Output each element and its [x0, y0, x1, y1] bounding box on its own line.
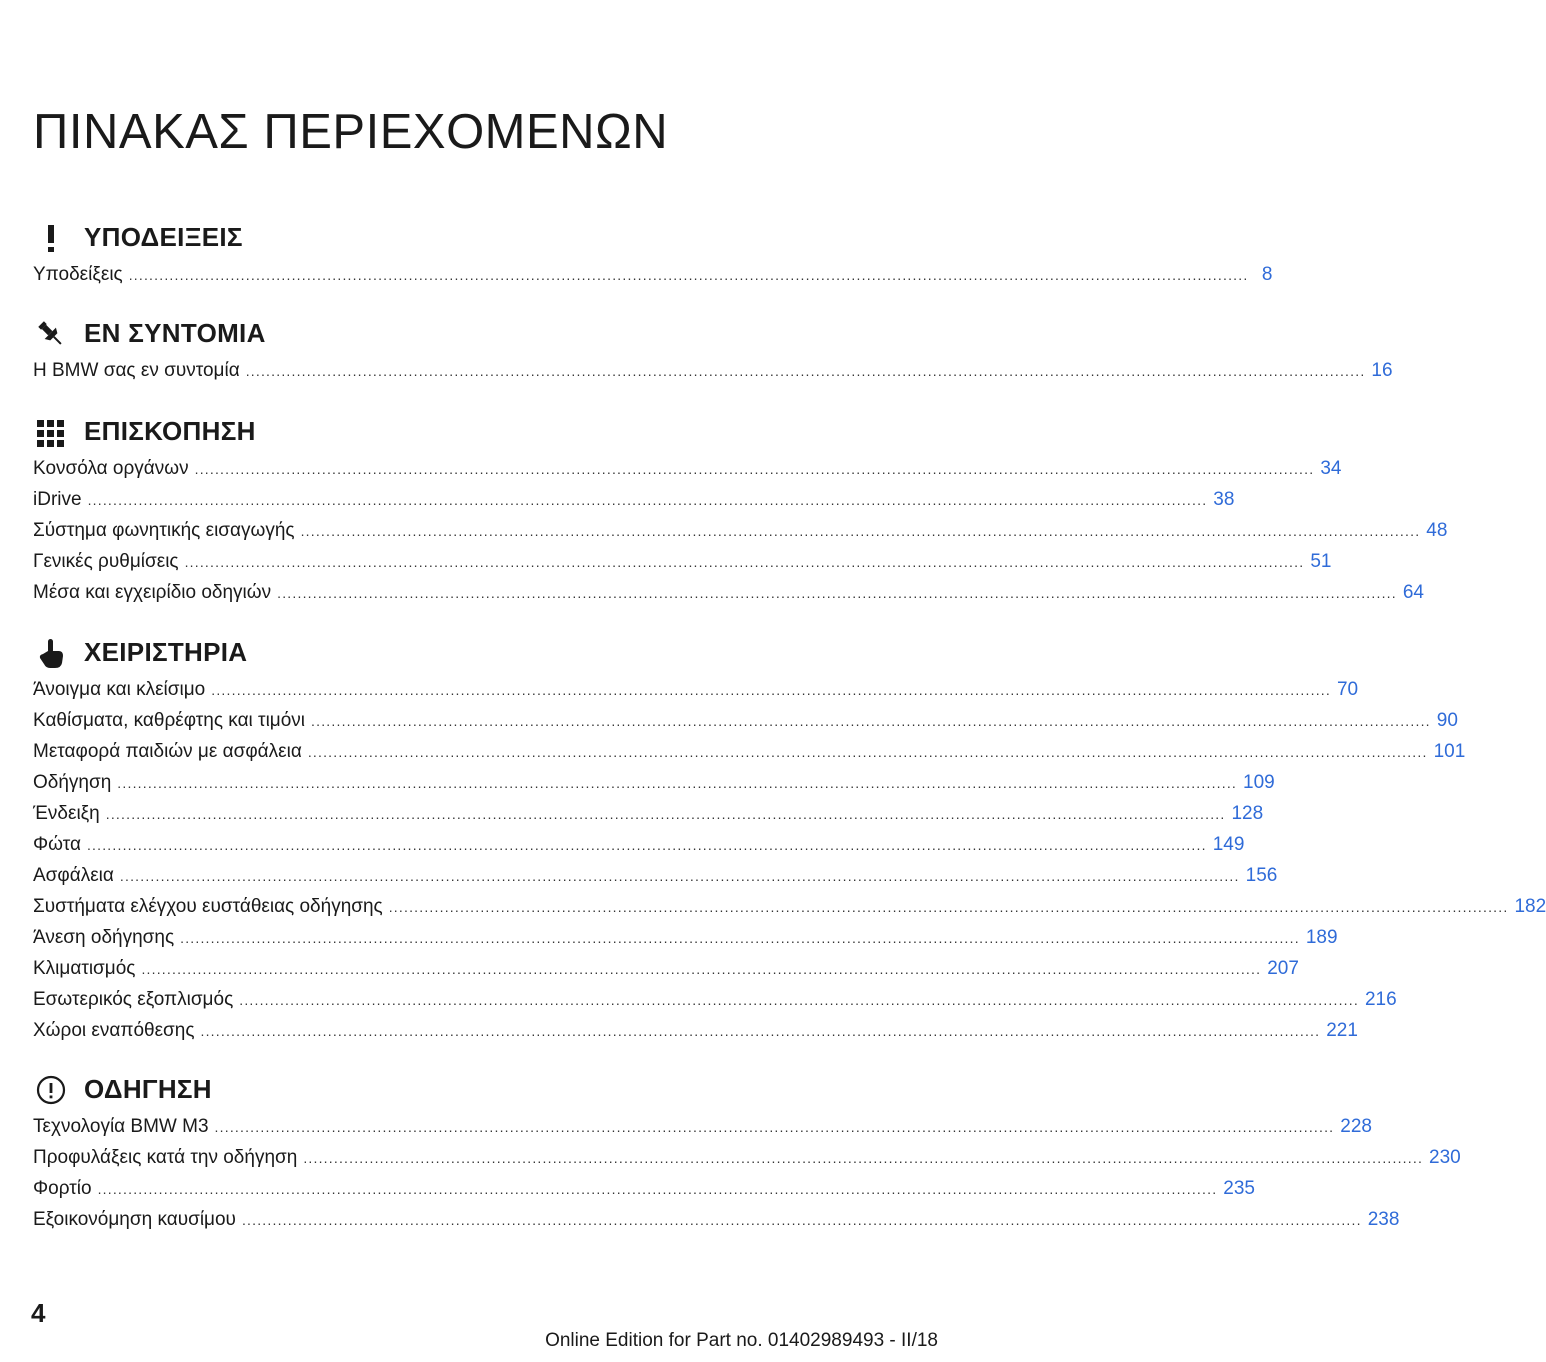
dot-leader: ............................................................................................................................................................................................................................	[128, 267, 1249, 283]
page-title: ΠΙΝΑΚΑΣ ΠΕΡΙΕΧΟΜΕΝΩΝ	[33, 105, 669, 159]
entry-label: Τεχνολογία BMW M3	[33, 1116, 209, 1137]
toc-entry[interactable]	[33, 741, 1466, 772]
entry-label: Ασφάλεια	[33, 865, 114, 886]
dot-leader: ............................................................................................................................................................................................................................	[239, 992, 1359, 1008]
section-title: ΕΠΙΣΚΟΠΗΣΗ	[84, 416, 256, 446]
entry-page-link[interactable]: 207	[1267, 958, 1299, 979]
entry-page-link[interactable]: 189	[1305, 927, 1338, 948]
entry-label: Εσωτερικός εξοπλισμός	[33, 989, 234, 1010]
section-title: ΥΠΟΔΕΙΞΕΙΣ	[84, 222, 243, 252]
section-title: ΧΕΙΡΙΣΤΗΡΙΑ	[84, 637, 248, 667]
entry-label: Άνοιγμα και κλείσιμο	[33, 679, 206, 700]
dot-leader: ............................................................................................................................................................................................................................	[311, 713, 1431, 729]
grid-icon	[35, 416, 67, 448]
dot-leader: ............................................................................................................................................................................................................................	[277, 585, 1397, 601]
hand-pointer-icon	[35, 637, 67, 669]
entry-label: Μεταφορά παιδιών με ασφάλεια	[33, 741, 302, 762]
entry-label: Γενικές ρυθμίσεις	[33, 551, 179, 572]
dot-leader: ............................................................................................................................................................................................................................	[119, 868, 1240, 884]
toc-entry[interactable]	[33, 1178, 1255, 1209]
entry-page-link[interactable]: 228	[1340, 1116, 1372, 1137]
entry-label: Ένδειξη	[33, 803, 100, 824]
dot-leader: ............................................................................................................................................................................................................................	[307, 744, 1428, 760]
section-header	[33, 314, 688, 354]
section-title: ΕΝ ΣΥΝΤΟΜΙΑ	[84, 318, 266, 348]
section-at-a-glance	[33, 314, 1393, 391]
entry-page-link[interactable]: 34	[1320, 458, 1342, 479]
toc-entry[interactable]	[33, 679, 1359, 710]
section-driving	[33, 1070, 1461, 1240]
entry-page-link[interactable]: 70	[1336, 679, 1359, 700]
entry-label: Σύστημα φωνητικής εισαγωγής	[33, 520, 295, 541]
entry-label: iDrive	[33, 489, 82, 510]
dot-leader: ............................................................................................................................................................................................................................	[87, 492, 1208, 508]
entry-page-link[interactable]: 16	[1371, 360, 1393, 381]
dot-leader: ............................................................................................................................................................................................................................	[97, 1181, 1218, 1197]
dot-leader: ............................................................................................................................................................................................................................	[194, 461, 1315, 477]
dot-leader: ............................................................................................................................................................................................................................	[211, 682, 1331, 698]
entry-label: Εξοικονόμηση καυσίμου	[33, 1209, 236, 1230]
toc-entry[interactable]	[33, 989, 1397, 1020]
entry-page-link[interactable]: 8	[1261, 264, 1273, 285]
entry-page-link[interactable]: 64	[1402, 582, 1424, 603]
entry-page-link[interactable]: 128	[1231, 803, 1264, 824]
entry-label: Άνεση οδήγησης	[33, 927, 175, 948]
entry-label: Μέσα και εγχειρίδιο οδηγιών	[33, 582, 272, 603]
toc-entry[interactable]	[33, 710, 1458, 741]
dot-leader: ............................................................................................................................................................................................................................	[86, 837, 1207, 853]
entry-label: Φώτα	[33, 834, 81, 855]
footer-edition-text: Online Edition for Part no. 01402989493 - II/18	[545, 1330, 938, 1351]
toc-entry[interactable]	[33, 264, 1273, 295]
toc-entry[interactable]	[33, 551, 1332, 582]
dot-leader: ............................................................................................................................................................................................................................	[388, 899, 1509, 915]
section-header	[33, 633, 688, 673]
dot-leader: ............................................................................................................................................................................................................................	[303, 1150, 1424, 1166]
entry-page-link[interactable]: 90	[1436, 710, 1458, 731]
dot-leader: ............................................................................................................................................................................................................................	[241, 1212, 1362, 1228]
dot-leader: ............................................................................................................................................................................................................................	[300, 523, 1421, 539]
toc-entry[interactable]	[33, 772, 1275, 803]
entry-label: Κλιματισμός	[33, 958, 136, 979]
toc-entry[interactable]	[33, 896, 1546, 927]
section-header	[33, 1070, 688, 1110]
toc-entry[interactable]	[33, 958, 1299, 989]
toc-entry[interactable]	[33, 865, 1278, 896]
entry-page-link[interactable]: 51	[1310, 551, 1332, 572]
dot-leader: ............................................................................................................................................................................................................................	[117, 775, 1238, 791]
section-controls	[33, 633, 1546, 1051]
entry-page-link[interactable]: 238	[1367, 1209, 1400, 1230]
toc-entry[interactable]	[33, 1020, 1358, 1051]
toc-entry[interactable]	[33, 927, 1338, 958]
dot-leader: ............................................................................................................................................................................................................................	[105, 806, 1226, 822]
entry-label: Υποδείξεις	[33, 264, 123, 285]
dot-leader: ............................................................................................................................................................................................................................	[180, 930, 1300, 946]
toc-entry[interactable]	[33, 520, 1448, 551]
toc-entry[interactable]	[33, 489, 1235, 520]
entry-page-link[interactable]: 156	[1245, 865, 1278, 886]
entry-page-link[interactable]: 48	[1426, 520, 1448, 541]
dot-leader: ............................................................................................................................................................................................................................	[245, 363, 1366, 379]
entry-page-link[interactable]: 230	[1429, 1147, 1461, 1168]
dot-leader: ............................................................................................................................................................................................................................	[141, 961, 1262, 977]
section-title: ΟΔΗΓΗΣΗ	[84, 1074, 212, 1104]
entry-page-link[interactable]: 38	[1213, 489, 1235, 510]
toc-entry[interactable]	[33, 582, 1424, 613]
entry-label: Χώροι εναπόθεσης	[33, 1020, 195, 1041]
dot-leader: ............................................................................................................................................................................................................................	[200, 1023, 1321, 1039]
entry-label: Οδήγηση	[33, 772, 112, 793]
toc-entry[interactable]	[33, 458, 1342, 489]
toc-entry[interactable]	[33, 1147, 1461, 1178]
toc-entry[interactable]	[33, 834, 1245, 865]
entry-page-link[interactable]: 216	[1364, 989, 1397, 1010]
dot-leader: ............................................................................................................................................................................................................................	[214, 1119, 1335, 1135]
section-header	[33, 412, 688, 452]
entry-label: Η BMW σας εν συντομία	[33, 360, 240, 381]
entry-page-link[interactable]: 182	[1514, 896, 1546, 917]
info-circle-icon	[35, 1074, 67, 1106]
dot-leader: ............................................................................................................................................................................................................................	[184, 554, 1305, 570]
entry-label: Καθίσματα, καθρέφτης και τιμόνι	[33, 710, 306, 731]
pushpin-icon	[35, 318, 67, 350]
entry-page-link[interactable]: 221	[1326, 1020, 1358, 1041]
section-notes	[33, 218, 1273, 295]
section-overview	[33, 412, 1448, 613]
entry-page-link[interactable]: 109	[1243, 772, 1275, 793]
entry-label: Προφυλάξεις κατά την οδήγηση	[33, 1147, 298, 1168]
toc-entry[interactable]	[33, 803, 1264, 834]
entry-label: Φορτίο	[33, 1178, 92, 1199]
entry-page-link[interactable]: 149	[1212, 834, 1245, 855]
exclamation-icon	[35, 222, 67, 254]
toc-entry[interactable]	[33, 1209, 1400, 1240]
entry-page-link[interactable]: 235	[1223, 1178, 1255, 1199]
entry-label: Συστήματα ελέγχου ευστάθειας οδήγησης	[33, 896, 383, 917]
entry-page-link[interactable]: 101	[1433, 741, 1466, 762]
toc-entry[interactable]	[33, 1116, 1372, 1147]
entry-label: Κονσόλα οργάνων	[33, 458, 189, 479]
page-number: 4	[31, 1298, 46, 1328]
section-header	[33, 218, 688, 258]
toc-entry[interactable]	[33, 360, 1393, 391]
